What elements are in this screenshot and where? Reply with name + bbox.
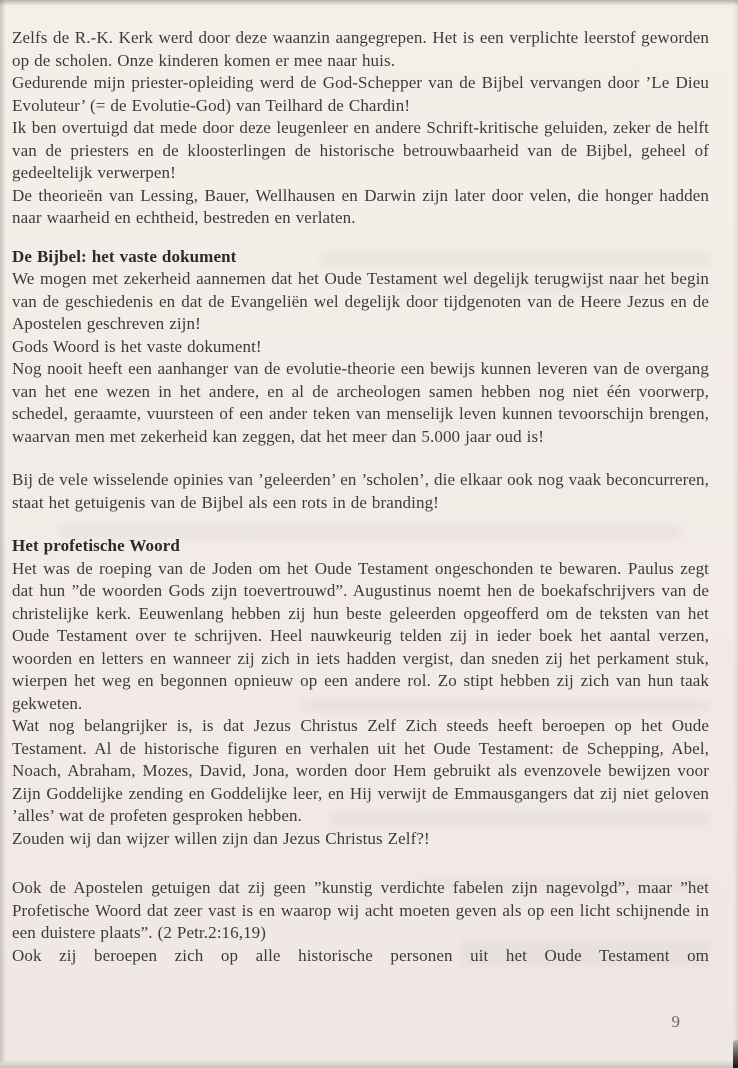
section-heading: Het profetische Woord [12, 536, 180, 555]
paragraph: Ik ben overtuigd dat mede door deze leugenleer en andere Schrift-kritische geluiden, zeker de helft van de priesters en de kloosterlingen de historische betrouwbaarheid van de Bijbel, geheel of gedeeltelijk verwerpen! [12, 118, 709, 182]
page-body-text [12, 27, 709, 967]
paragraph: Gedurende mijn priester-opleiding werd de God-Schepper van de Bijbel vervangen door ’Le Dieu Evoluteur’ (= de Evolutie-God) van Teilhard de Chardin! [12, 73, 709, 115]
closing-section [12, 877, 709, 967]
section-vaste-dokument [12, 246, 709, 449]
scan-edge-bottom [0, 1060, 738, 1068]
interlude-paragraph: Bij de vele wisselende opinies van ’geleerden’ en ’scholen’, die elkaar ook nog vaak beconcurreren, staat het getuigenis van de Bijbel als een rots in de branding! [12, 470, 709, 512]
paragraph: Gods Woord is het vaste dokument! [12, 336, 262, 356]
scan-edge-right [733, 0, 738, 1068]
paragraph: Nog nooit heeft een aanhanger van de evolutie-theorie een bewijs kunnen leveren van de overgang van het ene wezen in het andere, en al de archeologen samen hebben nog niet één voorwerp, schedel, geraamte, vuursteen of een ander teken van menselijk leven kunnen tevoorschijn brengen, waarvan men met zekerheid kan zeggen, dat het meer dan 5.000 jaar oud is! [12, 359, 709, 446]
intro-section [12, 27, 709, 230]
paragraph: Wat nog belangrijker is, is dat Jezus Christus Zelf Zich steeds heeft beroepen op het Oude Testament. Al de historische figuren en verhalen uit het Oude Testament: de Schepping, Abel, Noach, Abraham, Mozes, David, Jona, worden door Hem gebruikt als evenzovele bewijzen voor Zijn Goddelijke zending en Goddelijke leer, en Hij verwijt de Emmausgangers dat zij niet geloven ’alles’ wat de profeten gesproken hebben. [12, 716, 709, 825]
scan-edge-top [0, 0, 738, 6]
page-number: 9 [671, 1012, 680, 1031]
scan-edge-left [0, 0, 6, 1068]
paragraph: Zelfs de R.-K. Kerk werd door deze waanzin aangegrepen. Het is een verplichte leerstof geworden op de scholen. Onze kinderen komen er mee naar huis. [12, 28, 709, 70]
paragraph: Het was de roeping van de Joden om het Oude Testament ongeschonden te bewaren. Paulus zegt dat hun ”de woorden Gods zijn toevertrouwd”. Augustinus noemt hen de boekafschrijvers van de christelijke kerk. Eeuwenlang hebben zij hun beste geleerden opgeofferd om de teksten van het Oude Testament over te schrijven. Heel nauwkeurig telden zij in ieder boek het aantal verzen, woorden en letters en wanneer zij zich in iets hadden vergist, dan sneden zij het perkament stuk, wierpen het weg en begonnen opnieuw op een andere rol. Zo stipt hebben zij zich van hun taak gekweten. [12, 558, 709, 713]
section-heading: De Bijbel: het vaste dokument [12, 246, 237, 266]
section-profetische-woord [12, 535, 709, 850]
paragraph: Ook de Apostelen getuigen dat zij geen ”kunstig verdichte fabelen zijn nagevolgd”, maar ”het Profetische Woord dat zeer vast is en waarop wij acht moeten geven als op een licht schijnende in een duistere plaats”. (2 Petr.2:16,19) [12, 878, 709, 942]
scan-corner-mark [733, 1040, 738, 1068]
paragraph: We mogen met zekerheid aannemen dat het Oude Testament wel degelijk terugwijst naar het begin van de geschiedenis en dat de Evangeliën wel degelijk door tijdgenoten van de Heere Jezus en de Apostelen geschreven zijn! [12, 269, 709, 333]
paragraph: Zouden wij dan wijzer willen zijn dan Jezus Christus Zelf?! [12, 828, 430, 848]
paragraph: Ook zij beroepen zich op alle historische personen uit het Oude Testament om [12, 945, 709, 965]
paragraph: De theorieën van Lessing, Bauer, Wellhausen en Darwin zijn later door velen, die honger hadden naar waarheid en echtheid, bestreden en verlaten. [12, 185, 709, 227]
